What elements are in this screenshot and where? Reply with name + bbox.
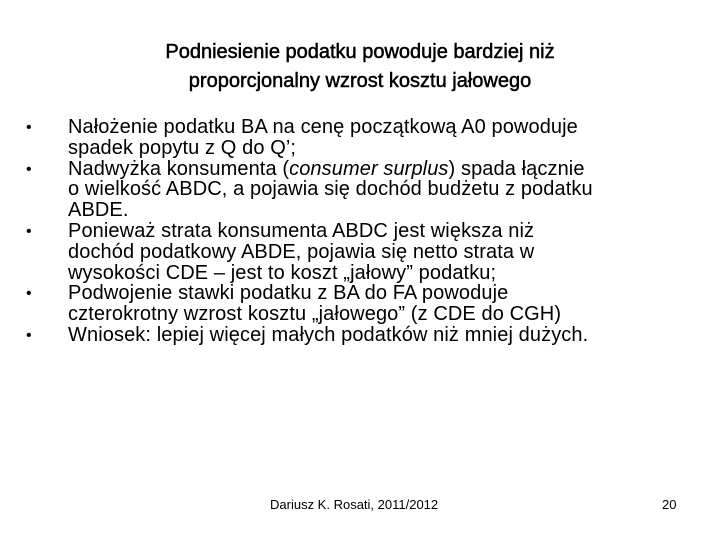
bullet-line: wysokości CDE – jest to koszt „jałowy” podatku; — [68, 261, 497, 284]
bullet-dot-icon: • — [26, 119, 32, 136]
bullet-text — [68, 325, 698, 346]
bullet-text — [68, 221, 698, 283]
slide-title-line: Podniesienie podatku powoduje bardziej niż — [165, 41, 555, 63]
bullet-line: spadek popytu z Q do Q’; — [68, 136, 297, 159]
bullet-item-conclusion — [0, 325, 698, 346]
bullet-item-doubling-tax — [0, 283, 698, 325]
bullet-item-tax-imposition — [0, 117, 698, 159]
footer-author: Dariusz K. Rosati, 2011/2012 — [270, 497, 439, 512]
bullet-line: Nałożenie podatku BA na cenę początkową A0 powoduje — [68, 116, 578, 138]
bullet-line: Wniosek: lepiej więcej małych podatków niż mniej dużych. — [68, 323, 589, 346]
slide-title-line: proporcjonalny wzrost kosztu jałowego — [188, 70, 532, 92]
bullet-dot-icon: • — [26, 326, 32, 344]
bullet-text — [68, 283, 698, 325]
bullet-dot-icon: • — [26, 285, 32, 303]
bullet-line: o wielkość ABDC, a pojawia się dochód budżetu z podatku — [68, 178, 593, 201]
page-number: 20 — [662, 497, 677, 512]
slide-title — [60, 38, 660, 96]
bullet-item-deadweight-loss — [0, 221, 698, 283]
bullet-line: Nadwyżka konsumenta (consumer surplus) spada łącznie — [68, 157, 585, 180]
bullet-text — [68, 159, 698, 221]
bullet-dot-icon: • — [26, 160, 32, 178]
bullet-line: ABDE. — [68, 199, 129, 222]
bullet-dot-icon: • — [26, 222, 32, 240]
bullet-list — [0, 117, 720, 346]
bullet-item-consumer-surplus — [0, 159, 698, 221]
bullet-line: czterokrotny wzrost kosztu „jałowego” (z CDE do CGH) — [68, 303, 562, 326]
bullet-line: dochód podatkowy ABDE, pojawia się netto strata w — [68, 240, 535, 263]
bullet-line: Ponieważ strata konsumenta ABDC jest większa niż — [68, 219, 535, 242]
bullet-text — [68, 117, 698, 159]
bullet-line: Podwojenie stawki podatku z BA do FA powoduje — [68, 282, 509, 305]
